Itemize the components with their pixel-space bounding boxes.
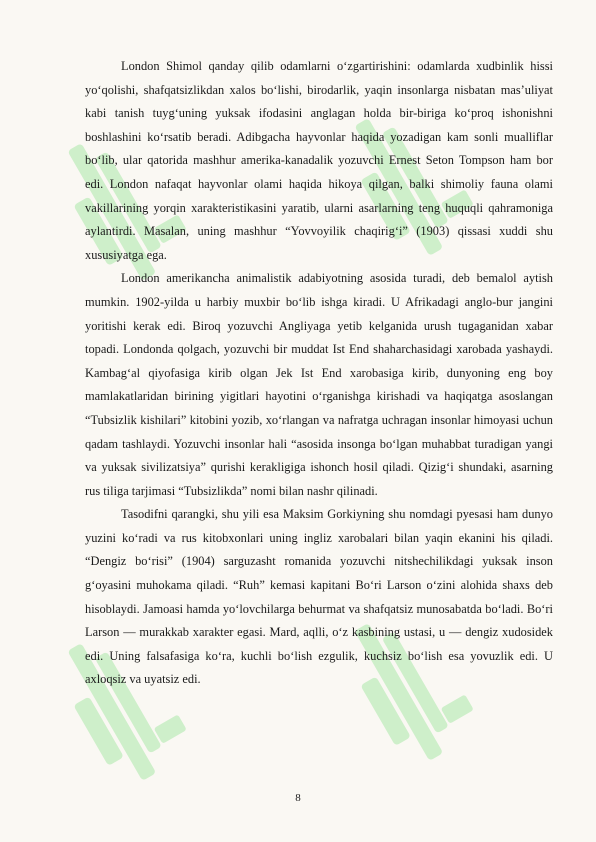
paragraph: London Shimol qanday qilib odamlarni o‘zgartirishini: odamlarda xudbinlik hissi yo‘qolishi, shafqatsizlikdan xalos bo‘lishi, birodarlik, yaqin insonlarga nisbatan mas’uliyat kabi tanish tuyg‘uning yuksak ifodasini anglagan holda bir-biriga ko‘proq ishonishni boshlashini ko‘rsatib beradi. Adibgacha hayvonlar haqida yozadigan kam sonli mualliflar bo‘lib, ular qatorida mashhur amerika-kanadalik yozuvchi Ernest Seton Tompson ham bor edi. London nafaqat hayvonlar olami haqida hikoya qilgan, balki shimoliy fauna olami vakillarining yorqin xarakteristikasini yaratib, ularni asarlarning teng huquqli qahramoniga aylantirdi. Masalan, uning mashhur “Yovvoyilik chaqirig‘i” (1903) qissasi xuddi shu xususiyatga ega.	[85, 59, 553, 262]
page-number: 8	[295, 792, 301, 804]
paragraph: London amerikancha animalistik adabiyotning asosida turadi, deb bemalol aytish mumkin. 1902-yilda u harbiy muxbir bo‘lib ishga kiradi. U Afrikadagi anglo-bur jangini yoritishi kerak edi. Biroq yozuvchi Angliyaga yetib kelganida urush tugaganidan xabar topadi. Londonda qolgach, yozuvchi bir muddat Ist End shaharchasidagi xarobada yashaydi. Kambag‘al qiyofasiga kirib olgan Jek Ist End xarobasiga kirib, dunyoning eng boy mamlakatlaridan birining yigitlari hayotini o‘rganishga kirishadi va haqiqatga asoslangan “Tubsizlik kishilari” kitobini yozib, xo‘rlangan va nafratga uchragan insonlar himoyasi uchun qadam tashlaydi. Yozuvchi insonlar hali “asosida insonga bo‘lgan muhabbat turadigan yangi va yuksak sivilizatsiya” qurishi kerakligiga ishonch hosil qiladi. Qizig‘i shundaki, asarning rus tiliga tarjimasi “Tubsizlikda” nomi bilan nashr qilinadi.	[85, 271, 553, 498]
page-body	[85, 55, 553, 692]
paragraph: Tasodifni qarangki, shu yili esa Maksim Gorkiyning shu nomdagi pyesasi ham dunyo yuzini ko‘radi va rus kitobxonlari uning ingliz xarobalari bilan yaqin ekanini his qiladi. “Dengiz bo‘risi” (1904) sarguzasht romanida yozuvchi nitshechilikdagi yuksak inson g‘oyasini muhokama qiladi. “Ruh” kemasi kapitani Bo‘ri Larson o‘zini alohida shaxs deb hisoblaydi. Jamoasi hamda yo‘lovchilarga behurmat va shafqatsiz munosabatda bo‘ladi. Bo‘ri Larson — murakkab xarakter egasi. Mard, aqlli, o‘z kasbining ustasi, u — dengiz xudosidek edi. Uning falsafasiga ko‘ra, kuchli bo‘lish ezgulik, kuchsiz bo‘lish esa yovuzlik edi. U axloqsiz va uyatsiz edi.	[85, 507, 553, 687]
